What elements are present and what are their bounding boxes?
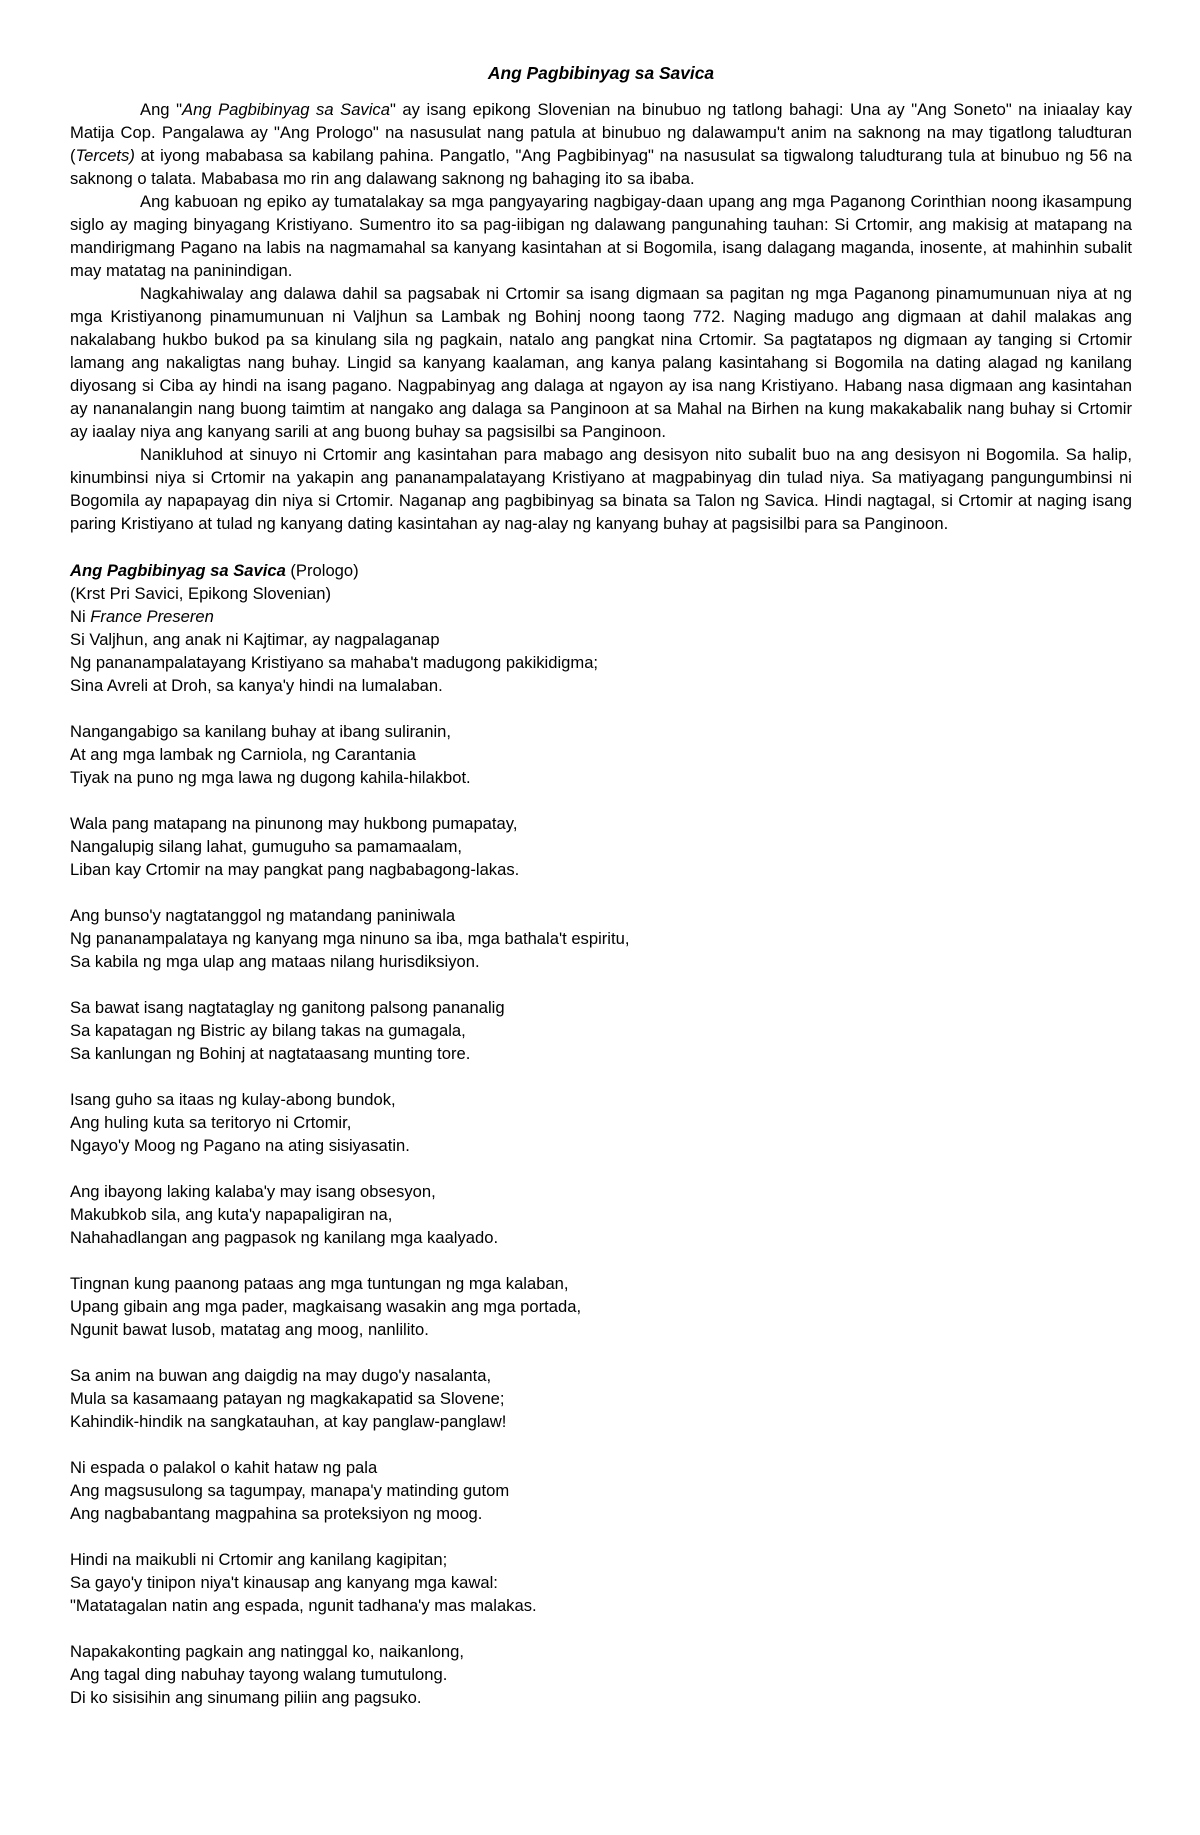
poem-author-line: [70, 605, 1132, 628]
poem-line: "Matatagalan natin ang espada, ngunit tadhana'y mas malakas.: [70, 1596, 537, 1615]
poem-line: Nangalupig silang lahat, gumuguho sa pamamaalam,: [70, 837, 463, 856]
poem-line: Napakakonting pagkain ang natinggal ko, naikanlong,: [70, 1642, 464, 1661]
p1-text-a: Ang ": [140, 100, 182, 119]
poem-line: Upang gibain ang mga pader, magkaisang wasakin ang mga portada,: [70, 1297, 582, 1316]
author-prefix: Ni: [70, 607, 91, 626]
poem-body: [70, 628, 1132, 1709]
stanza: [70, 1364, 1132, 1433]
poem-line: Nangangabigo sa kanilang buhay at ibang suliranin,: [70, 722, 452, 741]
poem-title: Ang Pagbibinyag sa Savica: [70, 561, 286, 580]
poem-line: Sa kanlungan ng Bohinj at nagtataasang munting tore.: [70, 1044, 471, 1063]
poem-line: Hindi na maikubli ni Crtomir ang kanilang kagipitan;: [70, 1550, 448, 1569]
p1-text-e: at iyong mababasa sa kabilang pahina. Pangatlo, "Ang Pagbibinyag" na nasusulat sa tigwalong taludturang tula at binubuo ng 56 na saknong o talata. Mababasa mo rin ang dalawang saknong ng bahaging ito sa ibaba.: [70, 146, 1132, 188]
p1-italic-tercets: Tercets): [75, 146, 135, 165]
poem-line: Isang guho sa itaas ng kulay-abong bundok,: [70, 1090, 396, 1109]
poem-line: Ang nagbabantang magpahina sa proteksiyon ng moog.: [70, 1504, 483, 1523]
poem-line: Tiyak na puno ng mga lawa ng dugong kahila-hilakbot.: [70, 768, 471, 787]
poem-line: Si Valjhun, ang anak ni Kajtimar, ay nagpalaganap: [70, 630, 440, 649]
poem-line: Ang ibayong laking kalaba'y may isang obsesyon,: [70, 1182, 436, 1201]
poem-line: Ngayo'y Moog ng Pagano na ating sisiyasatin.: [70, 1136, 410, 1155]
poem-line: Ng pananampalataya ng kanyang mga ninuno sa iba, mga bathala't espiritu,: [70, 929, 630, 948]
poem-line: Nahahadlangan ang pagpasok ng kanilang mga kaalyado.: [70, 1228, 499, 1247]
poem-line: Liban kay Crtomir na may pangkat pang nagbabagong-lakas.: [70, 860, 520, 879]
poem-line: Sa kapatagan ng Bistric ay bilang takas na gumagala,: [70, 1021, 466, 1040]
poem-line: Kahindik-hindik na sangkatauhan, at kay panglaw-panglaw!: [70, 1412, 507, 1431]
poem-line: Ng pananampalatayang Kristiyano sa mahaba't madugong pakikidigma;: [70, 653, 599, 672]
stanza: [70, 1180, 1132, 1249]
stanza: [70, 1272, 1132, 1341]
stanza: [70, 1640, 1132, 1709]
poem-line: Wala pang matapang na pinunong may hukbong pumapatay,: [70, 814, 518, 833]
poem-line: Sa bawat isang nagtataglay ng ganitong palsong pananalig: [70, 998, 505, 1017]
poem-line: At ang mga lambak ng Carniola, ng Carantania: [70, 745, 416, 764]
poem-line: Ang huling kuta sa teritoryo ni Crtomir,: [70, 1113, 352, 1132]
stanza: [70, 720, 1132, 789]
document-page: [70, 62, 1132, 1709]
poem-line: Mula sa kasamaang patayan ng magkakapatid sa Slovene;: [70, 1389, 505, 1408]
intro-paragraph-4: Nanikluhod at sinuyo ni Crtomir ang kasintahan para mabago ang desisyon nito subalit buo na ang desisyon ni Bogomila. Sa halip, kinumbinsi niya si Crtomir na yakapin ang pananampalatayang Kristiyano at magpabinyag din tulad niya. Sa matiyagang pangungumbinsi ni Bogomila ay napapayag din niya si Crtomir. Naganap ang pagbibinyag sa binata sa Talon ng Savica. Hindi nagtagal, si Crtomir at naging isang paring Kristiyano at tulad ng kanyang dating kasintahan ay nag-alay ng kanyang buhay at pagsisilbi para sa Panginoon.: [70, 445, 1132, 533]
poem-title-line: [70, 559, 1132, 582]
stanza: [70, 996, 1132, 1065]
stanza: [70, 904, 1132, 973]
poem-line: Sina Avreli at Droh, sa kanya'y hindi na lumalaban.: [70, 676, 443, 695]
poem-heading: [70, 559, 1132, 628]
stanza: [70, 1456, 1132, 1525]
poem-line: Ngunit bawat lusob, matatag ang moog, nanlilito.: [70, 1320, 429, 1339]
poem-line: Tingnan kung paanong pataas ang mga tuntungan ng mga kalaban,: [70, 1274, 569, 1293]
p1-italic-title: Ang Pagbibinyag sa Savica: [182, 100, 390, 119]
poem-line: Sa anim na buwan ang daigdig na may dugo'y nasalanta,: [70, 1366, 492, 1385]
poem-line: Makubkob sila, ang kuta'y napapaligiran na,: [70, 1205, 393, 1224]
poem-line: Ang magsusulong sa tagumpay, manapa'y matinding gutom: [70, 1481, 510, 1500]
poem-line: Ang bunso'y nagtatanggol ng matandang paniniwala: [70, 906, 456, 925]
stanza: [70, 628, 1132, 697]
poem-line: Ang tagal ding nabuhay tayong walang tumutulong.: [70, 1665, 448, 1684]
poem-line: Di ko sisisihin ang sinumang piliin ang pagsuko.: [70, 1688, 422, 1707]
intro-paragraph-1: [70, 98, 1132, 190]
p1-text-c: " ay isang epikong Slovenian na binubuo ng tatlong bahagi: Una ay "Ang Soneto" na iniaalay kay Matija Cop. Pangalawa ay "Ang Prologo" na nasusulat nang patula at binubuo ng dalawampu't anim na saknong na may tigatlong taludturan (: [70, 100, 1132, 165]
author-name: France Preseren: [90, 607, 214, 626]
stanza: [70, 812, 1132, 881]
stanza: [70, 1088, 1132, 1157]
intro-paragraph-3: Nagkahiwalay ang dalawa dahil sa pagsabak ni Crtomir sa isang digmaan sa pagitan ng mga Paganong pinamumunuan niya at ng mga Kristiyanong pinamumunuan ni Valjhun sa Lambak ng Bohinj noong taong 772. Naging madugo ang digmaan at dahil malakas ang nakalabang hukbo bukod pa sa kinulang sila ng pagkain, natalo ang pangkat nina Crtomir. Sa pagtatapos ng digmaan ay tanging si Crtomir lamang ang nakaligtas nang buhay. Lingid sa kanyang kaalaman, ang kanya palang kasintahang si Bogomila na dating alagad ng kanilang diyosang si Ciba ay hindi na isang pagano. Nagpabinyag ang dalaga at ngayon ay isa nang Kristiyano. Habang nasa digmaan ang kasintahan ay nananalangin nang buong taimtim at nangako ang dalaga sa Panginoon at sa Mahal na Birhen na kung makakabalik nang buhay si Crtomir ay iaalay niya ang kanyang sarili at ang buong buhay sa pagsisilbi sa Panginoon.: [70, 284, 1132, 441]
poem-title-suffix: (Prologo): [285, 561, 359, 580]
stanza: [70, 1548, 1132, 1617]
poem-line: Sa gayo'y tinipon niya't kinausap ang kanyang mga kawal:: [70, 1573, 498, 1592]
intro-paragraph-2: Ang kabuoan ng epiko ay tumatalakay sa mga pangyayaring nagbigay-daan upang ang mga Paganong Corinthian noong ikasampung siglo ay maging binyagang Kristiyano. Sumentro ito sa pag-iibigan ng dalawang pangunahing tauhan: Si Crtomir, ang makisig at matapang na mandirigmang Pagano na labis na nagmamahal sa kanyang kasintahan at si Bogomila, isang dalagang maganda, inosente, at mahinhin subalit may matatag na paninindigan.: [70, 192, 1132, 280]
poem-line: Sa kabila ng mga ulap ang mataas nilang hurisdiksiyon.: [70, 952, 480, 971]
poem-line: Ni espada o palakol o kahit hataw ng pala: [70, 1458, 378, 1477]
poem-subtitle: (Krst Pri Savici, Epikong Slovenian): [70, 584, 331, 603]
document-title: Ang Pagbibinyag sa Savica: [487, 63, 715, 83]
